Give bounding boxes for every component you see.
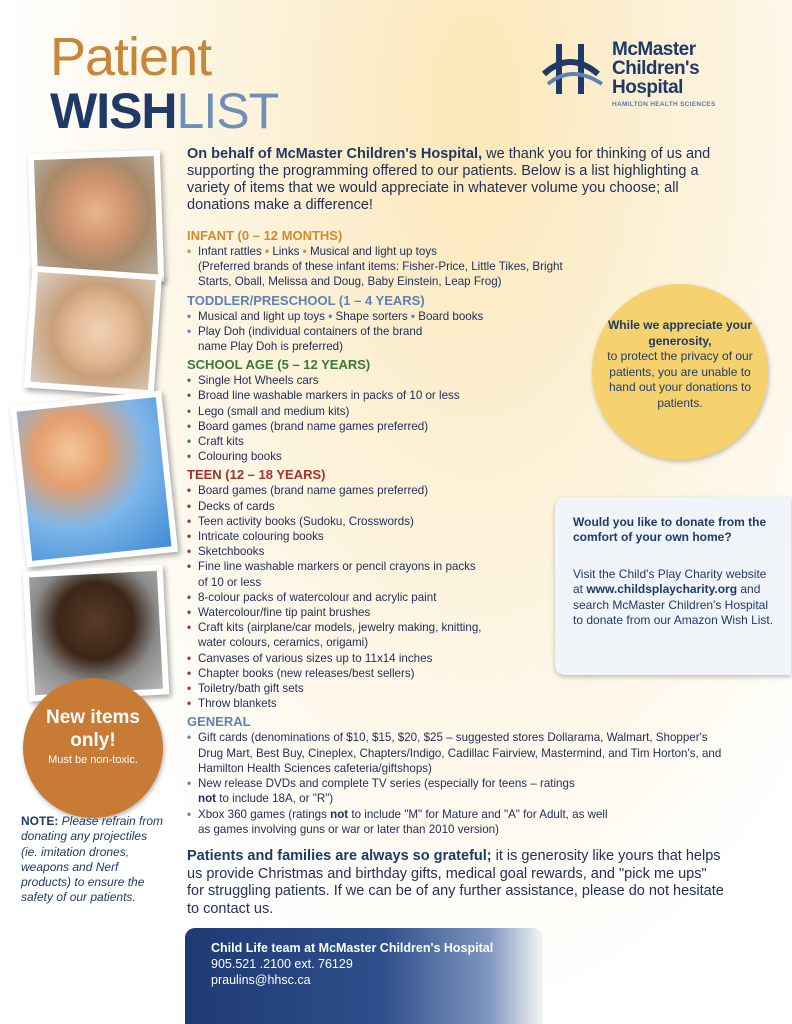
teen-heading: TEEN (12 – 18 YEARS) — [187, 467, 326, 483]
title-patient: Patient — [50, 27, 212, 87]
list-item: • Xbox 360 games (ratings not to include "M" for Mature and "A" for Adult, as well as games involving guns or war or later than 2010 version) — [187, 807, 608, 836]
infant-brands-note: (Preferred brands of these infant items: Fisher-Price, Little Tikes, Bright Starts, Oball, Melissa and Doug, Baby Einstein, Leap Frog) — [198, 260, 563, 289]
projectile-note — [21, 814, 166, 906]
contact-email[interactable]: praulins@hhsc.ca — [211, 973, 311, 987]
list-item: • Canvases of various sizes up to 11x14 inches — [187, 651, 433, 665]
privacy-notice-circle — [592, 284, 768, 460]
title-wish: WISH — [50, 83, 177, 139]
school-heading: SCHOOL AGE (5 – 12 YEARS) — [187, 357, 371, 373]
list-item: • Board games (brand name games preferred) — [187, 419, 429, 433]
list-item: • Chapter books (new releases/best sellers) — [187, 666, 415, 680]
list-item: • New release DVDs and complete TV series (especially for teens – ratings not to include 18A, or "R") — [187, 777, 575, 806]
list-item: • Fine line washable markers or pencil crayons in packs of 10 or less — [187, 560, 476, 589]
photo-children-group — [10, 390, 178, 567]
list-item: • Infant rattles • Links • Musical and light up toys (Preferred brands of these infant items: Fisher-Price, Little Tikes, Bright Starts, Oball, Melissa and Doug, Baby Einstein, Leap Frog) — [187, 245, 563, 289]
title-wishlist — [50, 83, 279, 139]
intro-paragraph — [187, 146, 717, 214]
donate-online-box — [555, 497, 791, 675]
list-item: • Musical and light up toys • Shape sorters • Board books — [187, 309, 484, 323]
list-item: • Toiletry/bath gift sets — [187, 682, 304, 696]
list-item: • Play Doh (individual containers of the brand name Play Doh is preferred) — [187, 324, 423, 354]
toddler-heading: TODDLER/PRESCHOOL (1 – 4 YEARS) — [187, 292, 425, 308]
list-item: • Craft kits (airplane/car models, jewelry making, knitting, water colours, ceramics, origami) — [187, 621, 482, 650]
list-item: • Lego (small and medium kits) — [187, 404, 350, 418]
intro-text: we thank you for thinking of us and supporting the programming offered to our patients. Below is a list highlighting a variety of items that we would appreciate in whatever volume you choose; all donations make a difference! — [187, 146, 711, 213]
intro-lead: On behalf of McMaster Children's Hospital, — [187, 146, 483, 162]
infant-list — [187, 244, 567, 290]
charity-link[interactable]: www.childsplaycharity.org — [586, 582, 738, 597]
closing-lead: Patients and families are always so grateful; — [187, 848, 492, 864]
list-item: • Broad line washable markers in packs of 10 or less — [187, 389, 460, 403]
contact-footer — [185, 928, 543, 1024]
list-item: • Sketchbooks — [187, 545, 265, 559]
note-text: Please refrain from donating any projectiles (ie. imitation drones, weapons and Nerf products) to ensure the safety of our patients. — [21, 814, 164, 905]
donate-question: Would you like to donate from the comfort of your own home? — [573, 515, 767, 545]
general-list — [187, 730, 727, 836]
title-list: LIST — [176, 83, 279, 139]
contact-team: Child Life team at McMaster Children's Hospital — [211, 941, 494, 955]
teen-list — [187, 483, 487, 711]
privacy-bold: While we appreciate your generosity, — [607, 318, 753, 348]
infant-heading: INFANT (0 – 12 MONTHS) — [187, 228, 343, 243]
list-item: • 8-colour packs of watercolour and acrylic paint — [187, 590, 437, 604]
list-item: • Teen activity books (Sudoku, Crosswords) — [187, 514, 414, 528]
list-item: • Board games (brand name games preferred) — [187, 484, 429, 498]
donate-text: Visit the Child's Play Charity website at www.childsplaycharity.org and search McMaster Children's Hospital to donate from our Amazon Wish List. — [573, 567, 774, 627]
general-heading: GENERAL — [187, 714, 251, 730]
list-item: • Craft kits — [187, 435, 244, 449]
badge-subtext: Must be non-toxic. — [48, 754, 138, 766]
privacy-text: to protect the privacy of our patients, you are unable to hand out your donations to patients. — [607, 349, 753, 410]
list-item: • Intricate colouring books — [187, 530, 324, 544]
note-label: NOTE: — [21, 814, 59, 828]
list-item: • Gift cards (denominations of $10, $15, $20, $25 – suggested stores Dollarama, Walmart, Shopper's Drug Mart, Best Buy, Cineplex, Chapters/Indigo, Cadillac Fairview, Mastermind, and Tim Horton's, and Hamilton Health Sciences cafeteria/giftshops) — [187, 731, 722, 775]
closing-paragraph — [187, 848, 727, 918]
list-item: • Throw blankets — [187, 697, 277, 711]
logo-subtitle: HAMILTON HEALTH SCIENCES — [612, 101, 716, 108]
logo-wordmark: McMaster Children's Hospital — [612, 39, 700, 98]
school-list — [187, 373, 567, 464]
list-item: • Colouring books — [187, 450, 282, 464]
new-items-badge: New items only! Must be non-toxic. — [23, 678, 163, 818]
toddler-list — [187, 309, 567, 355]
bridge-logo-icon — [542, 40, 612, 96]
closing-text: it is generosity like yours that helps us provide Christmas and birthday gifts, medical goal rewards, and "pick me ups" for struggling patients. If we can be of any further assistance, please do not hesitate to contact us. — [187, 848, 724, 917]
list-item: • Single Hot Wheels cars — [187, 374, 319, 388]
contact-phone: 905.521 .2100 ext. 76129 — [211, 957, 353, 971]
hospital-logo — [542, 40, 742, 112]
list-item: • Decks of cards — [187, 499, 275, 513]
list-item: • Watercolour/fine tip paint brushes — [187, 606, 371, 620]
photo-toddler — [24, 266, 162, 397]
